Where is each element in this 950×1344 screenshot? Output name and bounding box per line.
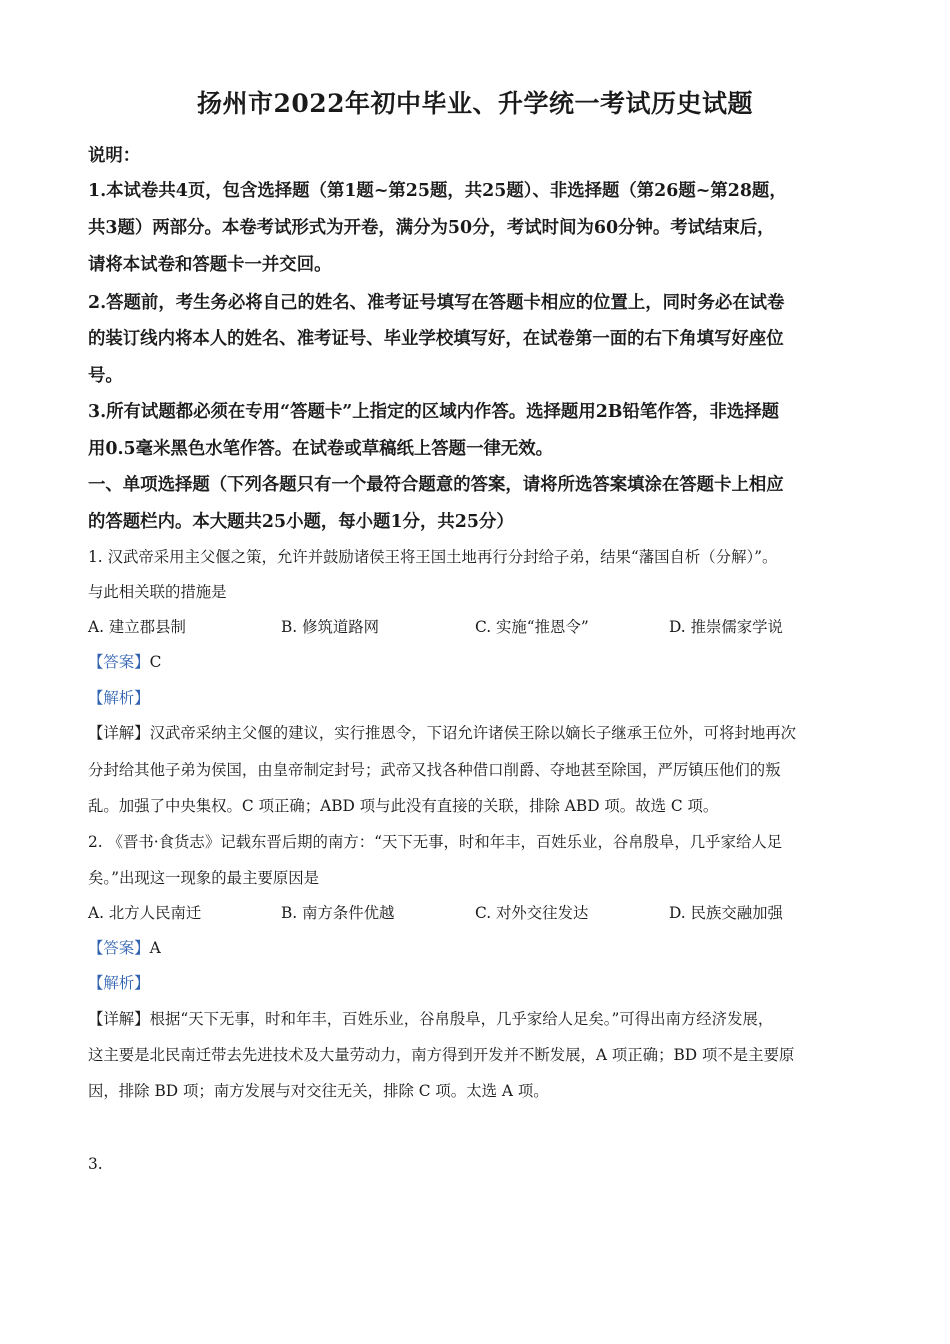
option-b: B. 修筑道路网 (281, 618, 380, 636)
option-b: B. 南方条件优越 (281, 904, 395, 922)
detail-line: 乱。加强了中央集权。C 项正确；ABD 项与此没有直接的关联，排除 ABD 项。故选 C 项。 (88, 797, 719, 815)
detail-line: 这主要是北民南迁带去先进技术及大量劳动力，南方得到开发并不断发展，A 项正确；BD 项不是主要原 (88, 1046, 795, 1064)
option-a: A. 北方人民南迁 (88, 904, 202, 922)
answer-tag: 【答案】 (88, 939, 150, 957)
analysis-tag: 【解析】 (88, 974, 150, 992)
option-c: C. 对外交往发达 (475, 904, 589, 922)
instruction-line: 1.本试卷共4页，包含选择题（第1题~第25题，共25题）、非选择题（第26题~第28题， (88, 181, 787, 201)
option-d: D. 民族交融加强 (669, 904, 783, 922)
option-c: C. 实施“推恩令” (475, 618, 589, 636)
page-title: 扬州市2022年初中毕业、升学统一考试历史试题 (196, 89, 754, 118)
instruction-line: 的装订线内将本人的姓名、准考证号、毕业学校填写好，在试卷第一面的右下角填写好座位 (88, 329, 784, 349)
instruction-line: 号。 (88, 366, 123, 386)
answer-line (88, 650, 161, 672)
section-heading: 一、单项选择题（下列各题只有一个最符合题意的答案，请将所选答案填涂在答题卡上相应 (88, 475, 784, 495)
instruction-line: 用0.5毫米黑色水笔作答。在试卷或草稿纸上答题一律无效。 (88, 439, 554, 459)
question-stem: 矣。”出现这一现象的最主要原因是 (88, 869, 320, 887)
answer-value: A (149, 939, 161, 957)
question-stem: 1. 汉武帝采用主父偃之策，允许并鼓励诸侯王将王国土地再行分封给子弟，结果“藩国自析（分解）”。 (88, 548, 778, 566)
instruction-line: 2.答题前，考生务必将自己的姓名、准考证号填写在答题卡相应的位置上，同时务必在试卷 (88, 293, 785, 313)
detail-line (88, 1007, 773, 1029)
option-d: D. 推崇儒家学说 (669, 618, 783, 636)
answer-tag: 【答案】 (88, 653, 150, 671)
detail-text: 根据“天下无事，时和年丰，百姓乐业，谷帛殷阜，几乎家给人足矣。”可得出南方经济发展， (149, 1010, 774, 1028)
instruction-line: 请将本试卷和答题卡一并交回。 (88, 255, 332, 275)
detail-line: 因，排除 BD 项；南方发展与对交往无关，排除 C 项。太选 A 项。 (88, 1082, 549, 1100)
detail-line (88, 721, 796, 743)
answer-value: C (149, 653, 162, 671)
detail-tag: 【详解】 (88, 1010, 150, 1028)
answer-line (88, 936, 161, 958)
option-a: A. 建立郡县制 (88, 618, 186, 636)
analysis-tag: 【解析】 (88, 689, 150, 707)
detail-line: 分封给其他子弟为侯国，由皇帝制定封号；武帝又找各种借口削爵、夺地甚至除国，严厉镇压他们的叛 (88, 761, 781, 779)
question-number: 3. (88, 1155, 103, 1173)
question-stem: 2. 《晋书·食货志》记载东晋后期的南方：“天下无事，时和年丰，百姓乐业，谷帛殷阜，几乎家给人足 (88, 833, 783, 851)
detail-tag: 【详解】 (88, 724, 150, 742)
instructions-heading: 说明： (88, 146, 141, 166)
instruction-line: 3.所有试题都必须在专用“答题卡”上指定的区域内作答。选择题用2B铅笔作答，非选择题 (88, 402, 780, 422)
detail-text: 汉武帝采纳主父偃的建议，实行推恩令，下诏允许诸侯王除以嫡长子继承王位外，可将封地再次 (149, 724, 796, 742)
question-stem: 与此相关联的措施是 (88, 583, 227, 601)
section-heading: 的答题栏内。本大题共25小题，每小题1分，共25分） (88, 512, 514, 532)
instruction-line: 共3题）两部分。本卷考试形式为开卷，满分为50分，考试时间为60分钟。考试结束后， (88, 218, 775, 238)
